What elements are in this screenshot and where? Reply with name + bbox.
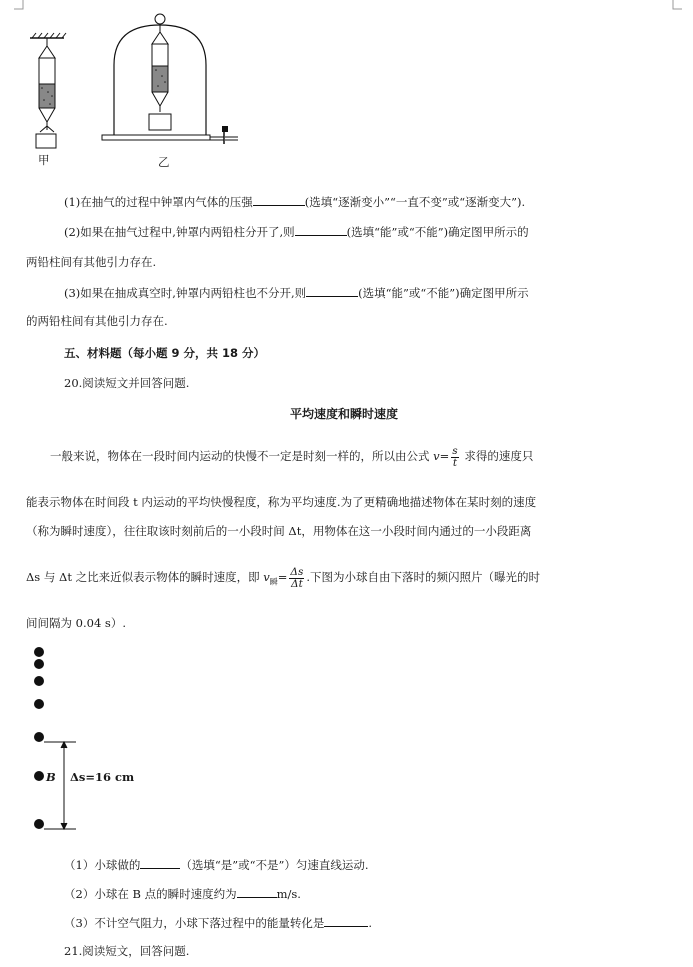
article-title: 平均速度和瞬时速度 (290, 407, 399, 421)
ball-3 (34, 676, 44, 686)
q20-intro: 20.阅读短文并回答问题. (64, 376, 190, 390)
article-para5: 间间隔为 0.04 s）. (26, 616, 126, 630)
answer-blank-1[interactable] (253, 193, 305, 206)
answer-blank-2[interactable] (295, 223, 347, 236)
ball-b-label: B (46, 770, 56, 784)
q20-sub2: （2）小球在 B 点的瞬时速度约为 m/s. (64, 887, 301, 901)
formula-instant-velocity: $\frac{\Delta s}{\Delta t}$ (290, 565, 304, 590)
q20-sub3: （3）不计空气阻力，小球下落过程中的能量转化是 . (64, 916, 372, 930)
figure-yi-label: 乙 (158, 155, 170, 169)
ball-7 (34, 819, 44, 829)
answer-blank-3[interactable] (306, 284, 358, 297)
answer-blank-5[interactable] (237, 885, 277, 898)
q20-sub1: （1）小球做的 （选填“是”或“不是”）匀速直线运动. (64, 858, 369, 872)
q19-part2: (2)如果在抽气过程中,钟罩内两铅柱分开了,则 (选填“能”或“不能”)确定图甲所示的 (64, 225, 529, 239)
delta-s-label: Δs=16 cm (70, 770, 135, 784)
q19-part3: (3)如果在抽成真空时,钟罩内两铅柱也不分开,则 (选填“能”或“不能”)确定图甲所示 (64, 286, 529, 300)
article-para2: 能表示物体在时间段 t 内运动的平均快慢程度，称为平均速度.为了更精确地描述物体在某时刻的速度 (26, 495, 537, 509)
section-heading: 五、材料题（每小题 9 分，共 18 分） (64, 346, 266, 360)
ball-4 (34, 699, 44, 709)
figure-jia-label: 甲 (38, 153, 50, 167)
article-para3: （称为瞬时速度），往往取该时刻前后的一小段时间 Δt，用物体在这一小段时间内通过的一小段距离 (26, 524, 532, 538)
formula-v-s-over-t: $\frac{s}{t}$ (452, 444, 458, 469)
ball-5 (34, 732, 44, 742)
article-para1: 一般来说，物体在一段时间内运动的快慢不一定是时刻一样的，所以由公式 v= $\frac{s}{t}$ 求得的速度只 (50, 444, 534, 469)
q19-part3-line2: 的两铅柱间有其他引力存在. (26, 314, 168, 328)
q19-part2-line2: 两铅柱间有其他引力存在. (26, 255, 157, 269)
ball-1 (34, 647, 44, 657)
q19-part1: (1)在抽气的过程中钟罩内气体的压强 (选填“逐渐变小”“一直不变”或“逐渐变大”). (64, 195, 526, 209)
answer-blank-4[interactable] (140, 856, 180, 869)
corner-mark-left (14, 0, 24, 10)
corner-mark-right (672, 0, 682, 10)
ball-b (34, 771, 44, 781)
strobe-photo-figure (28, 640, 148, 840)
article-para4: Δs 与 Δt 之比来近似表示物体的瞬时速度，即 $v_瞬=$ $\frac{\Delta s}{\Delta t}$ .下图为小球自由下落时的频闪照片（曝光的时 (26, 565, 541, 590)
figure-yi-bell-jar (96, 10, 246, 155)
q21-intro: 21.阅读短文，回答问题. (64, 944, 190, 958)
figure-jia (24, 30, 74, 170)
answer-blank-6[interactable] (324, 914, 368, 927)
ball-2 (34, 659, 44, 669)
